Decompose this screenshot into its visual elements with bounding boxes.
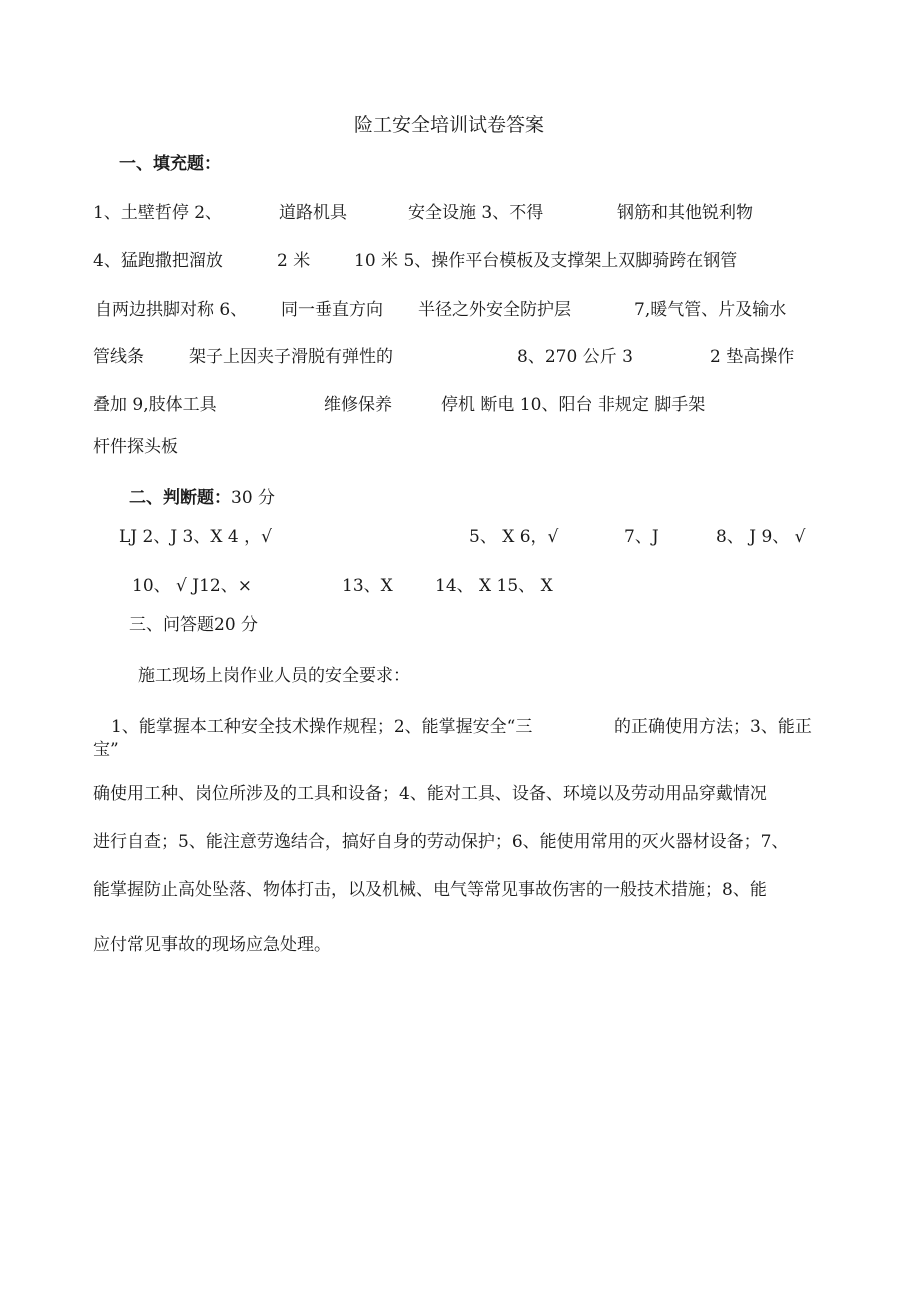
s1-line4-part4: 2 垫高操作 (710, 347, 795, 367)
s2-line1-part1: LJ 2、J 3、X 4 ，√ (119, 527, 272, 547)
s2-line1-part2: 5、 X 6，√ (469, 527, 559, 547)
s1-line3-part2: 同一垂直方向 (281, 300, 383, 320)
s3-intro: 施工现场上岗作业人员的安全要求： (138, 666, 410, 686)
s1-line3-part3: 半径之外安全防护层 (418, 300, 571, 320)
s1-line1-part4: 钢筋和其他锐利物 (617, 203, 753, 223)
s2-line2-part3: 14、 X 15、 X (435, 576, 553, 596)
s1-line4-part2: 架子上因夹子滑脱有弹性的 (189, 347, 393, 367)
s1-line4-part3: 8、270 公斤 3 (517, 347, 633, 367)
s1-line6: 杆件探头板 (93, 437, 178, 457)
s1-line1-part2: 道路机具 (279, 203, 347, 223)
s2-line2-part1: 10、 √ J12、× (132, 576, 252, 596)
s1-line4-part1: 管线条 (93, 347, 144, 367)
s1-line2-part1: 4、猛跑撒把溜放 (93, 251, 223, 271)
s3-line1-part2: 的正确使用方法；3、能正 (614, 717, 812, 737)
section2-heading-row (129, 487, 275, 509)
s2-line1-part3: 7、J (624, 527, 659, 547)
s3-line2: 确使用工种、岗位所涉及的工具和设备；4、能对工具、设备、环境以及劳动用品穿戴情况 (93, 784, 767, 804)
s3-line3: 进行自查；5、能注意劳逸结合，搞好自身的劳动保护；6、能使用常用的灭火器材设备；7、 (93, 832, 789, 852)
s1-line1-part3: 安全设施 3、不得 (408, 203, 544, 223)
s1-line1-part1: 1、土壁哲停 2、 (93, 203, 223, 223)
section2-score: 30 分 (231, 488, 276, 508)
s1-line5-part1: 叠加 9,肢体工具 (93, 395, 217, 415)
s1-line2-part3: 10 米 5、操作平台模板及支撑架上双脚骑跨在钢管 (354, 251, 738, 271)
s1-line5-part2: 维修保养 (324, 395, 392, 415)
s1-line5-part3: 停机 断电 10、阳台 非规定 脚手架 (441, 395, 706, 415)
s2-line1-part4: 8、 J 9、 √ (716, 527, 806, 547)
section3-score: 20 分 (214, 615, 259, 635)
s3-line4: 能掌握防止高处坠落、物体打击，以及机械、电气等常见事故伤害的一般技术措施；8、能 (93, 880, 767, 900)
s3-line1-part1: 1、能掌握本工种安全技术操作规程；2、能掌握安全“三 (111, 717, 533, 737)
section3-heading: 三、问答题 (129, 615, 214, 635)
document-title: 险工安全培训试卷答案 (354, 114, 545, 136)
section2-heading: 二、判断题： (129, 488, 231, 508)
section1-heading: 一、填充题： (119, 154, 221, 174)
s2-line2-part2: 13、X (342, 576, 393, 596)
section3-heading-row (129, 614, 258, 636)
s1-line2-part2: 2 米 (277, 251, 311, 271)
s3-line5: 应付常见事故的现场应急处理。 (93, 935, 331, 955)
s1-line3-part1: 自两边拱脚对称 6、 (95, 300, 248, 320)
s3-line1-tail: 宝” (93, 740, 119, 760)
s1-line3-part4: 7,暖气管、片及输水 (634, 300, 787, 320)
